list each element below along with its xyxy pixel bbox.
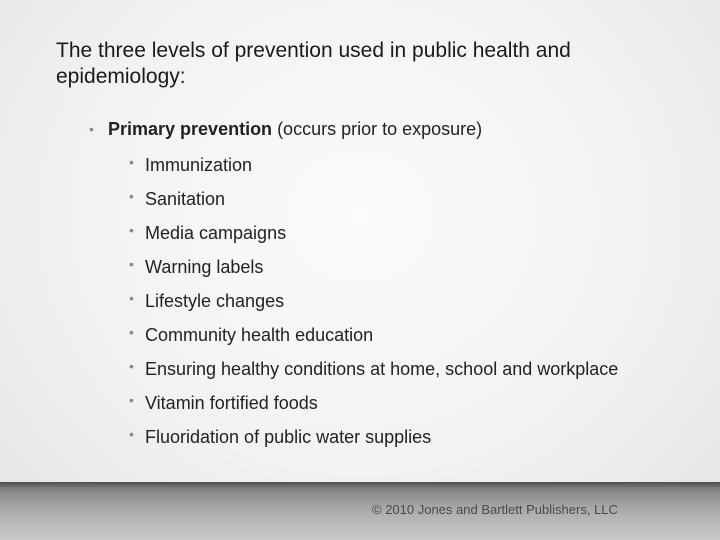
list-item-text: Ensuring healthy conditions at home, school and workplace — [145, 359, 619, 379]
prevention-examples-list — [129, 151, 649, 457]
list-item-text: Immunization — [145, 155, 253, 175]
bullet-icon: • — [129, 154, 134, 170]
list-item — [129, 219, 649, 247]
list-item — [129, 253, 649, 281]
bullet-icon: • — [129, 188, 134, 204]
copyright-notice: © 2010 Jones and Bartlett Publishers, LLC — [372, 502, 618, 517]
list-item-text: Lifestyle changes — [145, 291, 285, 311]
bullet-icon: • — [129, 222, 134, 238]
bullet-icon: • — [129, 324, 134, 340]
bullet-icon: • — [129, 290, 134, 306]
list-item-text: Community health education — [145, 325, 374, 345]
list-item — [129, 321, 649, 349]
primary-prevention-bullet — [89, 118, 482, 140]
bullet-icon: • — [89, 121, 94, 137]
list-item-text: Vitamin fortified foods — [145, 393, 318, 413]
list-item — [129, 389, 649, 417]
list-item-text: Fluoridation of public water supplies — [145, 427, 432, 447]
bullet-icon: • — [129, 256, 134, 272]
primary-prevention-note: (occurs prior to exposure) — [272, 119, 483, 139]
list-item-text: Warning labels — [145, 257, 264, 277]
bullet-icon: • — [129, 426, 134, 442]
list-item — [129, 185, 649, 213]
list-item — [129, 423, 649, 451]
list-item — [129, 287, 649, 315]
list-item-text: Media campaigns — [145, 223, 287, 243]
primary-prevention-label: Primary prevention — [108, 119, 273, 139]
bullet-icon: • — [129, 358, 134, 374]
footer-shadow — [0, 482, 720, 488]
bullet-icon: • — [129, 392, 134, 408]
list-item-text: Sanitation — [145, 189, 226, 209]
list-item — [129, 355, 649, 383]
slide-title: The three levels of prevention used in public health and epidemiology: — [56, 39, 571, 88]
list-item — [129, 151, 649, 179]
